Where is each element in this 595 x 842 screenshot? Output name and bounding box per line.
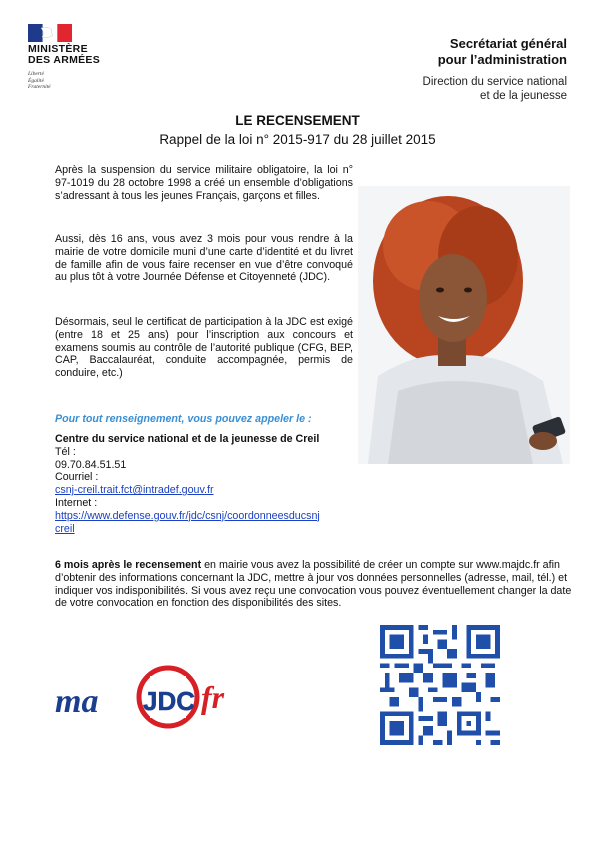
logo-fr: .fr xyxy=(193,679,225,715)
ministry-name xyxy=(28,44,100,66)
majdc-bold-lead: 6 mois après le recensement xyxy=(55,559,202,571)
motto-fraternite: Fraternité xyxy=(28,84,51,90)
motto-liberte: Liberté xyxy=(28,71,44,77)
tel-label: Tél : xyxy=(55,445,76,458)
secretariat-heading xyxy=(438,36,567,68)
email-link[interactable]: csnj-creil.trait.fct@intradef.gouv.fr xyxy=(55,484,214,497)
logo-ma: ma xyxy=(55,683,99,720)
internet-label: Internet : xyxy=(55,496,98,509)
ministry-line-1: MINISTÈRE xyxy=(28,43,88,55)
info-callout: Pour tout renseignement, vous pouvez appeler le : xyxy=(55,413,312,425)
marianne-flag-icon xyxy=(28,24,72,42)
dir-line-2: et de la jeunesse xyxy=(480,90,567,102)
paragraph-suspension: Après la suspension du service militaire obligatoire, la loi n° 97-1019 du 28 octobre 1998 a créé un ensemble d’obligations s’adressant à tous les jeunes Français, garçons et filles. xyxy=(55,164,353,202)
page-subtitle: Rappel de la loi n° 2015-917 du 28 juillet 2015 xyxy=(159,132,436,147)
republic-motto xyxy=(28,71,51,91)
website-link-line-2[interactable]: creil xyxy=(55,522,75,535)
email-label: Courriel : xyxy=(55,471,99,484)
sg-line-2: pour l’administration xyxy=(437,52,567,67)
direction-heading xyxy=(423,75,567,103)
page-title: LE RECENSEMENT xyxy=(235,113,360,128)
sg-line-1: Secrétariat général xyxy=(449,36,567,51)
ministry-line-2: DES ARMÉES xyxy=(28,54,101,66)
logo-jdc: JDC xyxy=(143,686,196,716)
young-woman-photo xyxy=(358,186,570,464)
paragraph-certificat: Désormais, seul le certificat de participation à la JDC est exigé (entre 18 et 25 ans) pour l’inscription aux concours et examens soumis au contrôle de l’autorité publique (CFG, BEP, CAP, Baccalauréat, conduite accompagnée, permis de conduire, etc.) xyxy=(55,316,353,380)
website-link-line-1[interactable]: https://www.defense.gouv.fr/jdc/csnj/coordonneesducsnj xyxy=(55,509,320,522)
motto-egalite: Égalité xyxy=(28,77,44,84)
paragraph-majdc xyxy=(55,559,580,610)
contact-center-name: Centre du service national et de la jeunesse de Creil xyxy=(55,433,320,445)
contact-block xyxy=(55,433,365,535)
majdc-logo[interactable] xyxy=(55,660,260,730)
paragraph-recensement: Aussi, dès 16 ans, vous avez 3 mois pour vous rendre à la mairie de votre domicile muni d’une carte d’identité et du livret de famille afin de vous faire recenser en vue d’être convoqué au plus tôt à votre Journée Défense et Citoyenneté (JDC). xyxy=(55,233,353,284)
majdc-body: en mairie vous avez la possibilité de créer un compte sur www.majdc.fr afin d’obtenir des informations concernant la JDC, mettre à jour vos données personnelles (adresse, mail, tél.) et indiquer vos indisponibilités. Si vous avez reçu une convocation vous pouvez éventuellement changer la date de votre convocation en fonction des disponibilités des sites. xyxy=(55,559,572,610)
tel-number: 09.70.84.51.51 xyxy=(55,458,127,471)
qr-code[interactable] xyxy=(380,625,500,745)
dir-line-1: Direction du service national xyxy=(422,76,567,88)
